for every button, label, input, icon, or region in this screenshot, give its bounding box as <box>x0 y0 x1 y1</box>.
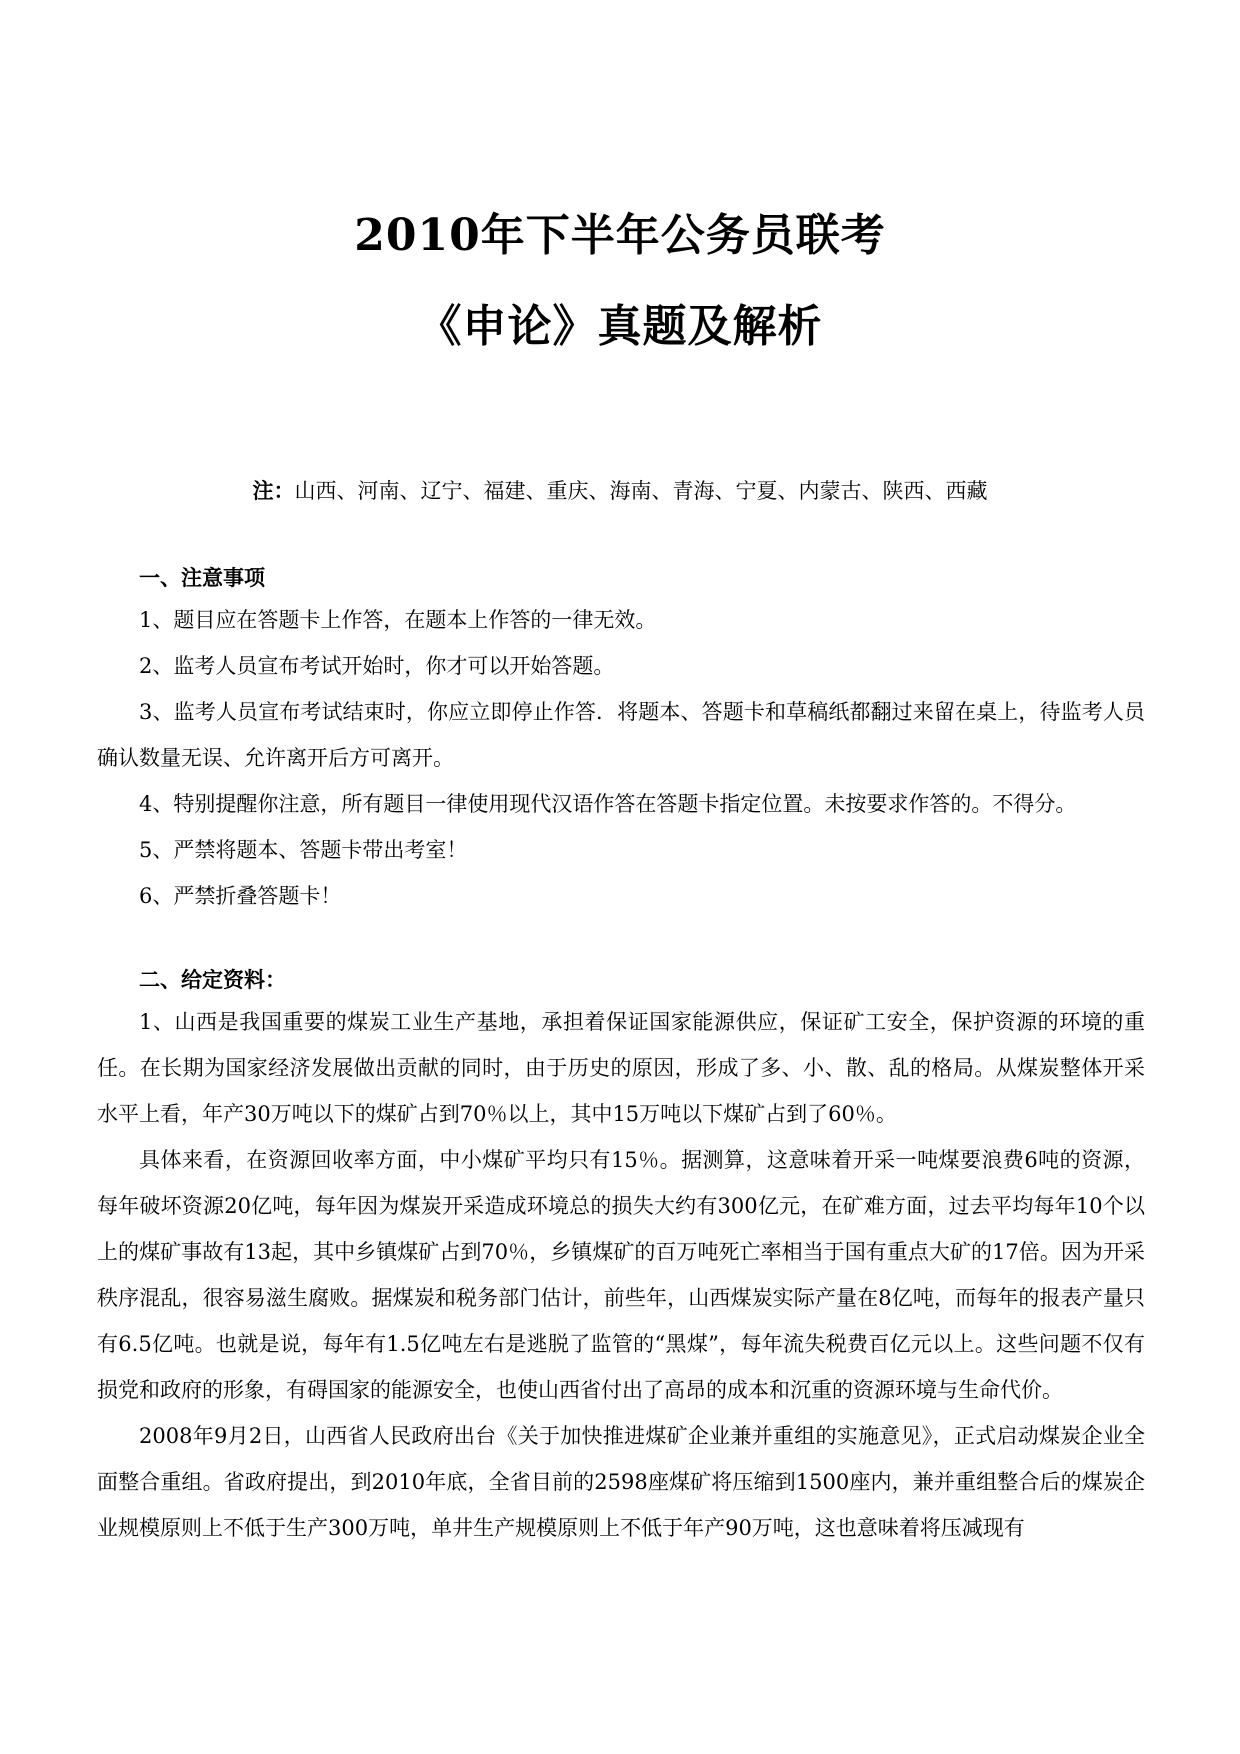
section-instructions <box>97 563 1145 919</box>
material-paragraph: 1、山西是我国重要的煤炭工业生产基地，承担着保证国家能源供应，保证矿工安全，保护资源的环境的重任。在长期为国家经济发展做出贡献的同时，由于历史的原因，形成了多、小、散、乱的格局。从煤炭整体开采水平上看，年产30万吨以下的煤矿占到70％以上，其中15万吨以下煤矿占到了60％。 <box>97 1010 1145 1126</box>
note-text: 山西、河南、辽宁、福建、重庆、海南、青海、宁夏、内蒙古、陕西、西藏 <box>294 479 988 503</box>
note-label: 注： <box>252 478 295 503</box>
document-title-line1: 2010年下半年公务员联考 <box>354 210 886 261</box>
region-note <box>0 476 1240 506</box>
instruction-item: 2、监考人员宣布考试开始时，你才可以开始答题。 <box>139 654 615 678</box>
document-title-line2: 《申论》真题及解析 <box>417 301 823 352</box>
instruction-item: 6、严禁折叠答题卡！ <box>139 884 342 908</box>
instruction-list <box>97 597 1145 919</box>
instruction-item: 1、题目应在答题卡上作答，在题本上作答的一律无效。 <box>139 608 657 632</box>
section-heading-instructions: 一、注意事项 <box>139 565 265 590</box>
instruction-item: 3、监考人员宣布考试结束时，你应立即停止作答．将题本、答题卡和草稿纸都翻过来留在桌上，待监考人员确认数量无误、允许离开后方可离开。 <box>97 700 1145 770</box>
section-materials <box>97 965 1145 1551</box>
materials-body <box>97 999 1145 1551</box>
section-heading-materials: 二、给定资料： <box>139 967 286 992</box>
instruction-item: 5、严禁将题本、答题卡带出考室！ <box>139 838 468 862</box>
material-paragraph: 具体来看，在资源回收率方面，中小煤矿平均只有15％。据测算，这意味着开采一吨煤要浪费6吨的资源，每年破坏资源20亿吨，每年因为煤炭开采造成环境总的损失大约有300亿元，在矿难方面，过去平均每年10个以上的煤矿事故有13起，其中乡镇煤矿占到70％，乡镇煤矿的百万吨死亡率相当于国有重点大矿的17倍。因为开采秩序混乱，很容易滋生腐败。据煤炭和税务部门估计，前些年，山西煤炭实际产量在8亿吨，而每年的报表产量只有6.5亿吨。也就是说，每年有1.5亿吨左右是逃脱了监管的“黑煤”，每年流失税费百亿元以上。这些问题不仅有损党和政府的形象，有碍国家的能源安全，也使山西省付出了高昂的成本和沉重的资源环境与生命代价。 <box>97 1148 1145 1402</box>
instruction-item: 4、特别提醒你注意，所有题目一律使用现代汉语作答在答题卡指定位置。未按要求作答的。不得分。 <box>139 792 1077 816</box>
material-paragraph: 2008年9月2日，山西省人民政府出台《关于加快推进煤矿企业兼并重组的实施意见》，正式启动煤炭企业全面整合重组。省政府提出，到2010年底，全省目前的2598座煤矿将压缩到1500座内，兼并重组整合后的煤炭企业规模原则上不低于生产300万吨，单井生产规模原则上不低于年产90万吨，这也意味着将压减现有 <box>97 1424 1145 1540</box>
